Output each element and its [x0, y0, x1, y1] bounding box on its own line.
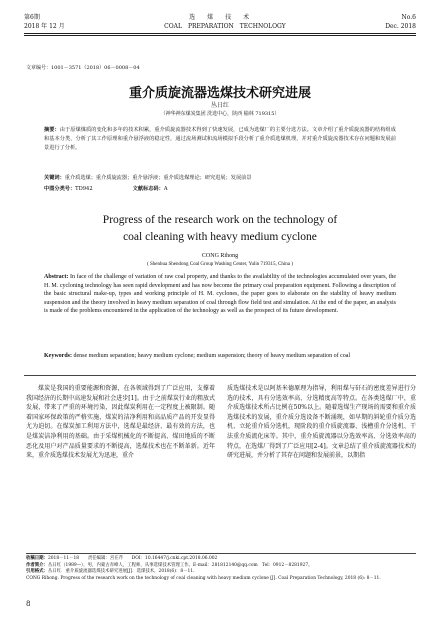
- document-code: 文献标志码：A: [132, 186, 168, 192]
- issue-date-cn: 2018 年 12 月: [24, 23, 65, 30]
- author-cn: 丛日红: [210, 102, 229, 109]
- header-rule: [24, 33, 416, 34]
- abstract-en-text: In face of the challenge of variation of raw coal property, and thanks to the availability of the technologies accumulated over years, the H. M. cycloning technology has seen rapid development and has now become the primary coal preparation equipment. Following a description of the basic structural make-up, types and working principle of H. M. cyclones, the paper goes to elaborate on the stability of heavy medium suspension and the theory involved in heavy medium separation of coal through flow field test and simulation. At the end of the paper, an analysis is made of the problems encountered in the application of the technology as well as the prospect of its future development.: [44, 274, 397, 315]
- clc-number: 中图分类号：TD942: [44, 186, 93, 192]
- keywords-cn-label: 关键词：: [44, 175, 65, 181]
- footnote-author: 作者简介：丛日红（1989—），男，内蒙古赤峰人，工程师，从事选煤技术管理工作。E-mail：281812140@qq.com Tel：0912－8281927。: [26, 562, 313, 568]
- paragraph: 质选煤技术是以阿基米德原理为指导，利用煤与矸石的密度差异进行分选的技术，具有分选效率高、分选精度高等特点。在各类选煤厂中，重介质选煤技术所占比例在50%以上。随着选煤生产现场的需要和重介质选煤技术的发展，重介质分选设备不断涌现，如早期的斜轮重介质分选机、立轮重介质分选机，现阶段的重介质旋流器、浅槽重介分选机、干法重介质流化床等。其中，重介质旋流器以分选效率高、分选效率高的特点，在选煤厂得到了广泛应用[2-4]。文章总结了重介质旋流器技术的研究进展，并分析了其存在问题和发展前景，以期指: [227, 385, 416, 460]
- issue-number: 第6期: [24, 14, 40, 21]
- keywords-cn: [44, 174, 396, 182]
- abstract-en-label: Abstract:: [44, 274, 69, 280]
- footnote: [26, 553, 416, 582]
- title-en-line-2: coal cleaning with heavy medium cyclone: [123, 231, 317, 243]
- paragraph: 煤炭是我国的重要能源和资源，在各领域得到了广泛应用，支撑着我国经济的长期中高速发展和社会进步[1]。由于之前煤炭行业的粗放式发展，带来了严重的环境污染，因此煤炭利用在一定程度上被限制。随着国家环保政策的严格实施，煤炭的洁净利用和高品质产品的开发显得尤为迫切。在煤炭加工利用方法中，选煤是最经济、最有效的方法，也是煤炭洁净利用的基础。由于采煤机械化的不断提高、煤田地质的不断恶化及用户对产品质量要求的不断提高，选煤技术也在不断革新。近年来，重介质选煤技术发展尤为迅速，重介: [26, 385, 215, 460]
- keywords-cn-text: 重介质选煤；重介质旋流器；重介悬浮液；重介质选煤理论；研究进展；发展前景: [64, 175, 252, 181]
- abstract-cn: [44, 126, 396, 153]
- issue-date-en: Dec. 2018: [385, 23, 416, 30]
- abstract-en: [44, 273, 396, 316]
- body-column-left: [26, 384, 215, 461]
- issue-number-en: No.6: [401, 14, 416, 21]
- title-cn: 重介质旋流器选煤技术研究进展: [128, 86, 311, 101]
- affiliation-en: ( Shenhua Shendong Coal Group Washing Center, Yulin 719315, China ): [147, 262, 293, 267]
- journal-name-cn: 选 煤 技 术: [189, 14, 253, 21]
- keywords-en-label: Keywords:: [44, 353, 72, 359]
- classification: [44, 185, 396, 192]
- footnote-citation: 引用格式：丛日红．重介质旋流器选煤技术研究进展[J]．选煤技术，2018(6)：8－11.: [26, 569, 195, 575]
- keywords-en-text: dense medium separation; heavy medium cyclone; medium suspension; theory of heavy medium separation of coal: [73, 353, 351, 359]
- body-text: [26, 384, 416, 461]
- keywords-en: [44, 352, 396, 361]
- journal-name-en: COAL PREPARATION TECHNOLOGY: [164, 23, 286, 30]
- header-rule-thin: [24, 35, 416, 36]
- author-en: CONG Rihong: [201, 253, 239, 259]
- footnote-received: 收稿日期：2018－11－18 责任编辑：宫在芹 DOI：10.16447/j.cnki.cpt.2018.06.002: [26, 556, 218, 561]
- section-rule: [24, 375, 416, 376]
- page-number: 8: [26, 600, 31, 608]
- abstract-cn-text: 由于原煤煤质的变化和多年的技术积累，重介质旋流器技术得到了快速发展，已成为选煤厂的主要分选方法。文章介绍了重介质旋流器的结构组成和基本分类，分析了其工作原理和重介悬浮液的稳定性，通过流场测试和流场模拟手段分析了重介质选煤机理，并对重介质旋流器技术存在问题和发展前景进行了分析。: [44, 127, 396, 151]
- title-en-line-1: Progress of the research work on the technology of: [102, 214, 338, 226]
- running-header: [24, 14, 416, 44]
- title-en: [30, 212, 410, 246]
- article-number: 文章编号：1001－3571（2018）06－0008－04: [26, 65, 140, 71]
- footnote-citation-en: CONG Rihong. Progress of the research work on the technology of coal cleaning with heavy medium cyclone [J]. Coal Preparation Technology, 2018 (6): 8－11.: [26, 575, 381, 581]
- body-column-right: [227, 384, 416, 461]
- abstract-cn-label: 摘要：: [44, 127, 60, 133]
- affiliation-cn: （神华神东煤炭集团 洗选中心，陕西 榆林 719315）: [160, 111, 280, 117]
